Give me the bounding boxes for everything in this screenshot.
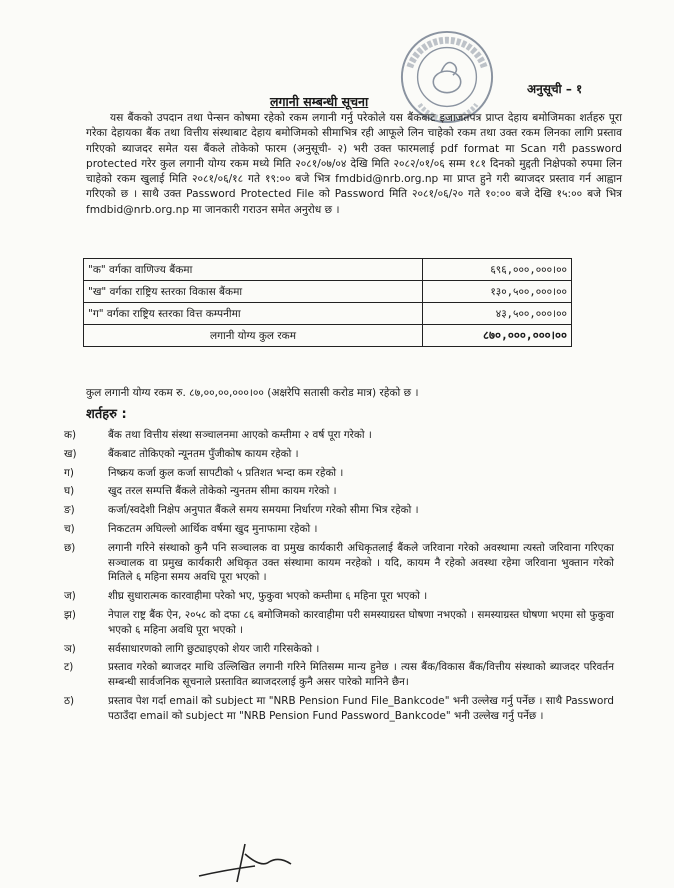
condition-text: कर्जा/स्वदेशी निक्षेप अनुपात बैंकले समय समयमा निर्धारण गरेको सीमा भित्र रहेको ।: [108, 504, 419, 517]
total-amount-line: कुल लगानी योग्य रकम रु. ८७,००,००,०००।०० (अक्षरेपि सतासी करोड मात्र) रहेको छ ।: [86, 387, 419, 399]
condition-item: [64, 541, 614, 585]
total-label: लगानी योग्य कुल रकम: [84, 325, 423, 347]
handwritten-signature: [195, 836, 305, 888]
intro-text: यस बैंकको उपदान तथा पेन्सन कोषमा रहेको रकम लगानी गर्नु परेकोले यस बैंकबाट इजाजतपत्र प्राप्त देहाय बमोजिमका शर्तहरु पूरा गरेका देहायका बैंक तथा वित्तीय संस्थाबाट देहाय बमोजिमको सीमाभित्र रही आफूले लिन चाहेको रकम तथा उक्त रकम लिनका लागि प्रस्ताव गरिएको ब्याजदर समेत यस बैंकले तोकेको फारम (अनुसूची- २) भरी उक्त फारमलाई pdf format मा Scan गरी password protected गरेर कुल लगानी योग्य रकम मध्ये मिति २०८१/०७/०४ देखि मिति २०८२/०१/०६ सम्म १८१ दिनको मुद्दती निक्षेपको रुपमा लिन चाहेको रकम खुलाई मिति २०८१/०६/१८ गते १९:०० बजे भित्र fmdbid@nrb.org.np मा प्राप्त हुने गरी ब्याजदर प्रस्ताव गर्न आह्वान गरिएको छ । साथै उक्त Password Protected File को Password मिति २०८१/०६/२० गते १०:०० बजे देखि १५:०० बजे भित्र fmdbid@nrb.org.np मा जानकारी गराउन समेत अनुरोध छ ।: [86, 112, 622, 216]
notice-title: लगानी सम्बन्धी सूचना: [270, 94, 369, 109]
allocation-table: [83, 258, 572, 347]
table-row: [84, 303, 572, 325]
condition-marker: ठ): [64, 694, 75, 707]
condition-marker: ङ): [64, 504, 75, 517]
condition-item: [64, 589, 614, 604]
total-amount: ८७०,०००,०००।००: [423, 325, 572, 347]
row-amount: ६९६,०००,०००।००: [423, 259, 572, 281]
condition-marker: छ): [64, 541, 76, 554]
condition-text: शीघ्र सुधारात्मक कारवाहीमा परेको भए, फुकुवा भएको कम्तीमा ६ महिना पूरा भएको ।: [108, 590, 428, 603]
row-amount: १३०,५००,०००।००: [423, 281, 572, 303]
condition-text: नेपाल राष्ट्र बैंक ऐन, २०५८ को दफा ८६ बमोजिमको कारवाहीमा परी समस्याग्रस्त घोषणा नभएको । समस्याग्रस्त घोषणा भएमा सो फुकुवा भएको ६ महिना अवधि पूरा भएको ।: [108, 608, 614, 636]
condition-marker: ज): [64, 590, 76, 603]
table-row: [84, 259, 572, 281]
condition-item: [64, 466, 614, 481]
row-label: "ख" वर्गका राष्ट्रिय स्तरका विकास बैंकमा: [84, 281, 423, 303]
condition-text: लगानी गरिने संस्थाको कुनै पनि सञ्चालक वा प्रमुख कार्यकारी अधिकृतलाई बैंकले जरिवाना गरेको अवस्थामा त्यस्तो जरिवाना गरिएका सञ्चालक वा प्रमुख कार्यकारी अधिकृत उक्त संस्थामा कायम नरहेको । यदि, कायम नै रहेको अवस्था रहेमा जरिवाना भुक्तान गरेको मितिले ६ महिना समय अवधि पूरा भएको ।: [108, 541, 614, 584]
condition-text: निष्क्रय कर्जा कुल कर्जा सापटीको ५ प्रतिशत भन्दा कम रहेको ।: [108, 466, 344, 479]
condition-item: [64, 428, 614, 443]
condition-item: [64, 608, 614, 638]
conditions-heading: शर्तहरु :: [86, 407, 127, 422]
condition-item: [64, 484, 614, 499]
condition-item: [64, 642, 614, 657]
condition-marker: ग): [64, 466, 74, 479]
condition-marker: घ): [64, 485, 75, 498]
condition-item: [64, 660, 614, 690]
condition-marker: च): [64, 522, 75, 535]
condition-item: [64, 447, 614, 462]
condition-text: प्रस्ताव पेश गर्दा email को subject मा "NRB Pension Fund File_Bankcode" भनी उल्लेख गर्नु पर्नेछ । साथै Password पठाउँदा email को subject मा "NRB Pension Fund Password_Bankcode" भनी उल्लेख गर्नु पर्नेछ ।: [108, 694, 614, 722]
condition-item: [64, 522, 614, 537]
condition-marker: ञ): [64, 642, 76, 655]
row-label: "क" वर्गका वाणिज्य बैंकमा: [84, 259, 423, 281]
condition-text: खुद तरल सम्पत्ति बैंकले तोकेको न्युनतम सीमा कायम गरेको ।: [108, 485, 337, 498]
condition-marker: ट): [64, 661, 74, 674]
condition-item: [64, 694, 614, 724]
condition-text: बैंकबाट तोकिएको न्यूनतम पुँजीकोष कायम रहेको ।: [108, 447, 299, 460]
row-amount: ४३,५००,०००।००: [423, 303, 572, 325]
condition-marker: क): [64, 429, 77, 441]
condition-text: निकटतम अघिल्लो आर्थिक वर्षमा खुद मुनाफामा रहेको ।: [108, 522, 318, 535]
condition-text: बैंक तथा वित्तीय संस्था सञ्चालनमा आएको कम्तीमा २ वर्ष पूरा गरेको ।: [108, 429, 372, 441]
condition-text: सर्वसाधारणको लागि छुट्याइएको शेयर जारी गरिसकेको ।: [108, 642, 320, 655]
table-row: [84, 281, 572, 303]
row-label: "ग" वर्गका राष्ट्रिय स्तरका वित्त कम्पनीमा: [84, 303, 423, 325]
intro-paragraph: [86, 111, 622, 218]
condition-marker: झ): [64, 608, 76, 621]
condition-marker: ख): [64, 447, 77, 460]
annex-label: अनुसूची – १: [527, 82, 583, 96]
table-total-row: [84, 325, 572, 347]
condition-item: [64, 503, 614, 518]
conditions-list: [64, 428, 614, 728]
condition-text: प्रस्ताव गरेको ब्याजदर माथि उल्लिखित लगानी गरिने मितिसम्म मान्य हुनेछ । त्यस बैंक/विकास बैंक/वित्तीय संस्थाको ब्याजदर परिवर्तन सम्बन्धी सार्वजनिक सूचनाले प्रस्तावित ब्याजदरलाई कुनै असर पारेको मानिने छैन।: [108, 661, 614, 689]
